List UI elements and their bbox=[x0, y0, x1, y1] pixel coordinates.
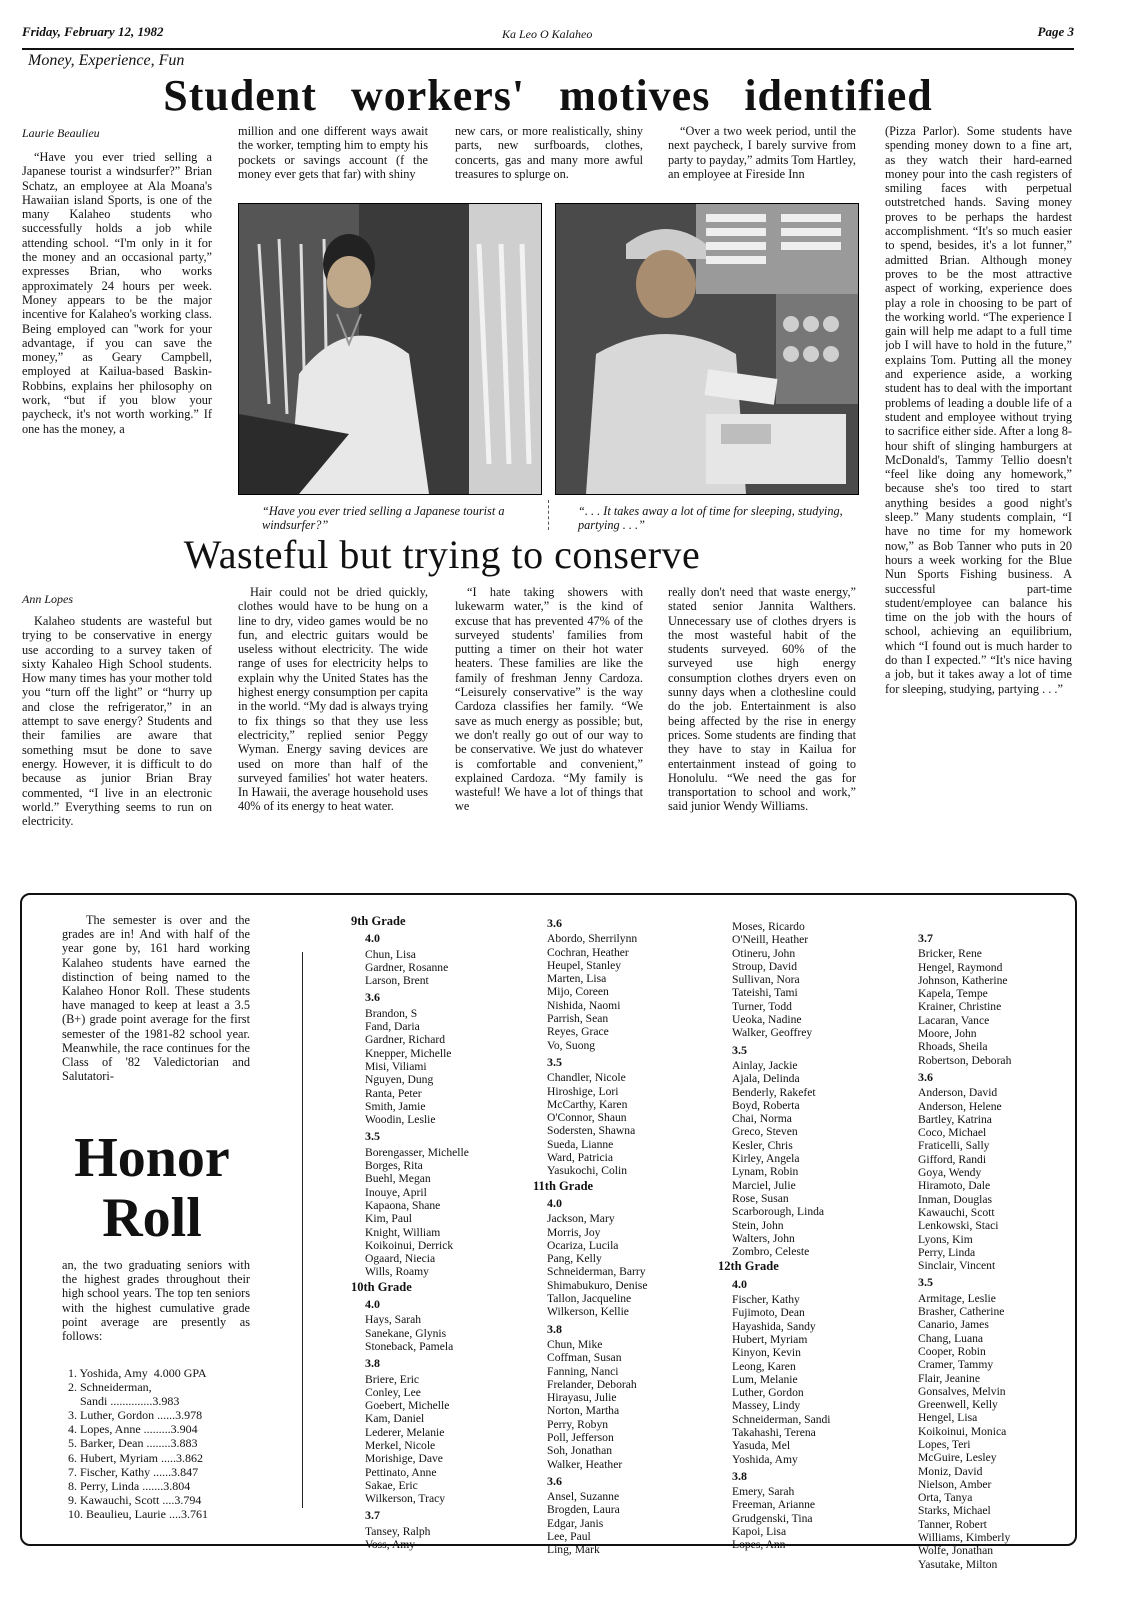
student-name: Lum, Melanie bbox=[732, 1372, 798, 1386]
student-name: Hubert, Myriam bbox=[732, 1332, 808, 1346]
student-name: Brasher, Catherine bbox=[918, 1305, 1005, 1319]
top-ten-entry: 2. Schneiderman, bbox=[68, 1380, 152, 1395]
gpa-heading: 3.5 bbox=[547, 1054, 562, 1069]
student-name: Conley, Lee bbox=[365, 1385, 421, 1399]
student-name: Krainer, Christine bbox=[918, 1000, 1002, 1014]
student-name: Ogaard, Niecia bbox=[365, 1252, 436, 1266]
story2-column-1: Kalaheo students are wasteful but trying to be conservative in energy use according to a survey taken of sixty Kahaleo High School students. How many times has your mother told you “turn off the light” or “hurry up and close the refrigerator,” in an attempt to save energy? Students and their families are aware that something msut be done to save energy. However, it is difficult to do because as junior Brian Bray commented, “I live in an electronic world.” Everything seems to run on electricity. bbox=[22, 614, 212, 829]
student-name: O'Neill, Heather bbox=[732, 933, 809, 947]
student-name: Sueda, Lianne bbox=[547, 1137, 614, 1151]
student-name: Rose, Susan bbox=[732, 1191, 789, 1205]
honor-list-column-4 bbox=[918, 928, 1068, 1571]
grade-heading: 9th Grade bbox=[351, 914, 406, 928]
student-name: Ling, Mark bbox=[547, 1543, 600, 1557]
student-name: Moore, John bbox=[918, 1027, 977, 1041]
student-name: Soh, Jonathan bbox=[547, 1444, 613, 1458]
honor-roll-intro-2: an, the two graduating seniors with the highest grades throughout their high school years. The top ten seniors with the highest cumulative grade point average are presently as follows: bbox=[62, 1258, 250, 1344]
student-name: Kesler, Chris bbox=[732, 1138, 793, 1152]
student-name: Takahashi, Terena bbox=[732, 1425, 816, 1439]
student-name: Sodersten, Shawna bbox=[547, 1124, 636, 1138]
student-name: Chai, Norma bbox=[732, 1112, 792, 1126]
student-name: Cooper, Robin bbox=[918, 1344, 986, 1358]
student-name: Orta, Tanya bbox=[918, 1491, 973, 1505]
student-name: Yoshida, Amy bbox=[732, 1452, 798, 1466]
student-name: Heupel, Stanley bbox=[547, 958, 622, 972]
student-name: Chun, Mike bbox=[547, 1337, 603, 1351]
student-name: Tansey, Ralph bbox=[365, 1524, 431, 1538]
student-name: Hengel, Raymond bbox=[918, 960, 1003, 974]
student-name: Lenkowski, Staci bbox=[918, 1219, 999, 1233]
student-name: Benderly, Rakefet bbox=[732, 1085, 816, 1099]
top-ten-entry: 6. Hubert, Myriam .....3.862 bbox=[68, 1450, 203, 1465]
story1-column-4: “Over a two week period, until the next paycheck, I barely survive from party to payday,” admits Tom Hartley, an employee at Fireside Inn bbox=[668, 124, 856, 181]
student-name: Coco, Michael bbox=[918, 1126, 987, 1140]
student-name: Sinclair, Vincent bbox=[918, 1259, 996, 1273]
student-name: Lacaran, Vance bbox=[918, 1013, 990, 1027]
student-name: Hayashida, Sandy bbox=[732, 1319, 816, 1333]
student-name: Otineru, John bbox=[732, 946, 796, 960]
story2-column-2: Hair could not be dried quickly, clothes would have to be hung on a line to dry, video games would be no fun, and electric guitars would be useless without electricity. The wide range of uses for electricity helps to explain why the United States has the highest energy consumption per capita in the world. “My dad is always trying to fix things so that they use less electricity,” replied senior Peggy Wyman. Energy saving devices are used on more than half of the surveyed families' hot water heaters. In Hawaii, the average household uses 40% of its energy to heat water. bbox=[238, 585, 428, 814]
student-name: Moniz, David bbox=[918, 1464, 983, 1478]
student-name: Fischer, Kathy bbox=[732, 1293, 800, 1307]
gpa-heading: 3.8 bbox=[547, 1321, 562, 1336]
top-ten-entry: 7. Fischer, Kathy ......3.847 bbox=[68, 1464, 199, 1479]
student-name: Inouye, April bbox=[365, 1185, 427, 1199]
student-name: Gardner, Richard bbox=[365, 1033, 446, 1047]
student-name: Wilkerson, Tracy bbox=[365, 1492, 446, 1506]
student-name: Hengel, Lisa bbox=[918, 1411, 978, 1425]
student-name: Briere, Eric bbox=[365, 1372, 420, 1386]
student-name: Ocariza, Lucila bbox=[547, 1238, 619, 1252]
student-name: Pang, Kelly bbox=[547, 1252, 602, 1266]
student-name: Fraticelli, Sally bbox=[918, 1139, 990, 1153]
student-name: Ranta, Peter bbox=[365, 1086, 422, 1100]
student-name: Kam, Daniel bbox=[365, 1412, 425, 1426]
student-name: Frelander, Deborah bbox=[547, 1377, 637, 1391]
student-name: Gifford, Randi bbox=[918, 1152, 987, 1166]
top-ten-seniors-list bbox=[68, 1366, 268, 1521]
student-name: Anderson, Helene bbox=[918, 1099, 1002, 1113]
student-name: O'Connor, Shaun bbox=[547, 1111, 627, 1125]
story2-byline: Ann Lopes bbox=[22, 592, 73, 606]
top-ten-entry: 4. Lopes, Anne .........3.904 bbox=[68, 1422, 198, 1437]
paper-name: Ka Leo O Kalaheo bbox=[502, 27, 593, 41]
story1-headline: Student workers' motives identified bbox=[163, 71, 933, 120]
student-name: Yasutake, Milton bbox=[918, 1557, 998, 1571]
student-name: Norton, Martha bbox=[547, 1404, 620, 1418]
student-name: Schneiderman, Sandi bbox=[732, 1412, 831, 1426]
student-name: Ansel, Suzanne bbox=[547, 1490, 620, 1504]
story1-column-2: million and one different ways await the worker, tempting him to empty his pockets or savings account (f the money ever gets that far) with shiny bbox=[238, 124, 428, 181]
student-name: Massey, Lindy bbox=[732, 1399, 801, 1413]
student-name: Abordo, Sherrilynn bbox=[547, 932, 638, 946]
student-name: Edgar, Janis bbox=[547, 1516, 604, 1530]
gpa-heading: 4.0 bbox=[547, 1195, 562, 1210]
student-name: Morishige, Dave bbox=[365, 1452, 443, 1466]
student-name: Hiramoto, Dale bbox=[918, 1179, 991, 1193]
student-name: Anderson, David bbox=[918, 1086, 998, 1100]
student-name: Walker, Geoffrey bbox=[732, 1026, 813, 1040]
student-name: Reyes, Grace bbox=[547, 1025, 609, 1039]
student-name: Perry, Linda bbox=[918, 1245, 976, 1259]
student-name: Shimabukuro, Denise bbox=[547, 1278, 648, 1292]
student-name: Chun, Lisa bbox=[365, 947, 416, 961]
student-name: Sakae, Eric bbox=[365, 1478, 418, 1492]
student-name: Nguyen, Dung bbox=[365, 1073, 434, 1087]
student-name: Scarborough, Linda bbox=[732, 1205, 825, 1219]
gpa-heading: 3.8 bbox=[732, 1468, 747, 1483]
student-name: Kapoi, Lisa bbox=[732, 1525, 787, 1539]
student-name: Sullivan, Nora bbox=[732, 973, 800, 987]
student-name: Fujimoto, Dean bbox=[732, 1306, 805, 1320]
student-name: Ainlay, Jackie bbox=[732, 1058, 798, 1072]
student-name: Flair, Jeanine bbox=[918, 1371, 980, 1385]
grade-heading: 12th Grade bbox=[718, 1259, 779, 1274]
student-name: Hiroshige, Lori bbox=[547, 1084, 619, 1098]
student-name: Lee, Paul bbox=[547, 1530, 591, 1544]
student-name: Lopes, Teri bbox=[918, 1437, 971, 1451]
student-name: Brandon, S bbox=[365, 1006, 418, 1020]
student-name: Walters, John bbox=[732, 1231, 795, 1245]
student-name: Emery, Sarah bbox=[732, 1485, 795, 1499]
column-divider bbox=[302, 952, 303, 1508]
honor-roll-title bbox=[42, 1128, 262, 1248]
student-name: Buehl, Megan bbox=[365, 1172, 431, 1186]
student-name: Walker, Heather bbox=[547, 1457, 623, 1471]
story2-column-3: “I hate taking showers with lukewarm water,” is the kind of excuse that has prevented 47% of the surveyed students' families from putting a timer on their hot water heaters. These families are like the family of freshman Jenny Cardoza. “Leisurely conservative” is the way Cardoza classifies her family. “We save as much energy as possible; but, we don't really go out of our way to be conservative. We just do whatever is comfortable and convenient,” explained Cardoza. “My family is wasteful! We have a lot of things that we bbox=[455, 585, 643, 814]
top-ten-entry: 1. Yoshida, Amy 4.000 GPA bbox=[68, 1366, 207, 1380]
student-name: Goya, Wendy bbox=[918, 1166, 982, 1180]
gpa-heading: 3.6 bbox=[547, 916, 562, 930]
student-name: Greco, Steven bbox=[732, 1125, 798, 1139]
student-name: Koikoinui, Monica bbox=[918, 1424, 1007, 1438]
student-name: Starks, Michael bbox=[918, 1504, 991, 1518]
story1-column-3: new cars, or more realistically, shiny parts, new surfboards, clothes, concerts, gas and many more awful treasures to splurge on. bbox=[455, 124, 643, 181]
student-name: Knepper, Michelle bbox=[365, 1046, 452, 1060]
student-name: Zombro, Celeste bbox=[732, 1245, 810, 1259]
student-name: Tallon, Jacqueline bbox=[547, 1292, 632, 1306]
top-ten-entry: 3. Luther, Gordon ......3.978 bbox=[68, 1408, 203, 1423]
student-name: Ueoka, Nadine bbox=[732, 1013, 802, 1027]
honor-list-column-3 bbox=[718, 920, 902, 1552]
student-name: Yasukochi, Colin bbox=[547, 1164, 627, 1178]
student-name: Jackson, Mary bbox=[547, 1212, 615, 1226]
student-name: Ward, Patricia bbox=[547, 1151, 614, 1165]
story2-column-4: really don't need that waste energy,” stated senior Jannita Walthers. Unnecessary use of clothes dryers is the most wasteful habit of the students surveyed. 60% of the surveyed use high energy consumption clothes dryers even on sunny days when a clothesline could do the job. Entertainment is also being affected by the rise in energy prices. Some students are finding that they have to stay in Kailua for entertainment instead of going to Honolulu. “We need the gas for transportation to school and work,” said junior Wendy Williams. bbox=[668, 585, 856, 814]
student-name: Ajala, Delinda bbox=[732, 1072, 800, 1086]
student-name: Kapela, Tempe bbox=[918, 987, 988, 1001]
student-name: Lederer, Melanie bbox=[365, 1425, 445, 1439]
gpa-heading: 3.5 bbox=[365, 1129, 380, 1144]
student-name: Stein, John bbox=[732, 1218, 784, 1232]
story1-kicker: Money, Experience, Fun bbox=[28, 52, 185, 69]
honor-list-column-1 bbox=[351, 913, 535, 1552]
student-name: Johnson, Katherine bbox=[918, 973, 1008, 987]
student-name: Greenwell, Kelly bbox=[918, 1398, 998, 1412]
issue-date: Friday, February 12, 1982 bbox=[22, 24, 164, 39]
student-name: Brogden, Laura bbox=[547, 1503, 620, 1517]
student-name: Armitage, Leslie bbox=[918, 1291, 996, 1305]
gpa-heading: 3.6 bbox=[547, 1473, 562, 1488]
student-name: Nishida, Naomi bbox=[547, 998, 621, 1012]
student-name: Lynam, Robin bbox=[732, 1165, 799, 1179]
student-name: Fand, Daria bbox=[365, 1020, 420, 1034]
student-name: Stroup, David bbox=[732, 959, 798, 973]
student-name: Parrish, Sean bbox=[547, 1012, 609, 1026]
student-name: Poll, Jefferson bbox=[547, 1430, 614, 1444]
student-name: Lyons, Kim bbox=[918, 1232, 973, 1246]
student-name: Bartley, Katrina bbox=[918, 1112, 992, 1126]
gpa-heading: 3.7 bbox=[365, 1508, 380, 1523]
student-name: Merkel, Nicole bbox=[365, 1438, 436, 1452]
student-name: Coffman, Susan bbox=[547, 1351, 622, 1365]
student-name: Boyd, Roberta bbox=[732, 1098, 800, 1112]
photo-caption-1: “Have you ever tried selling a Japanese tourist a windsurfer?” bbox=[262, 504, 505, 532]
student-name: Tanner, Robert bbox=[918, 1517, 987, 1531]
student-name: Mijo, Coreen bbox=[547, 985, 609, 999]
honor-list-column-2 bbox=[533, 913, 717, 1557]
student-name: Borengasser, Michelle bbox=[365, 1145, 469, 1159]
student-name: Leong, Karen bbox=[732, 1359, 796, 1373]
masthead bbox=[22, 22, 1074, 50]
student-name: Borges, Rita bbox=[365, 1159, 423, 1173]
student-name: Cramer, Tammy bbox=[918, 1358, 994, 1372]
student-name: Pettinato, Anne bbox=[365, 1465, 437, 1479]
student-name: Voss, Amy bbox=[365, 1538, 416, 1552]
student-name: Kawauchi, Scott bbox=[918, 1205, 995, 1219]
student-name: Marten, Lisa bbox=[547, 972, 607, 986]
student-name: Tateishi, Tami bbox=[732, 986, 798, 1000]
student-name: Woodin, Leslie bbox=[365, 1113, 436, 1127]
student-name: McCarthy, Karen bbox=[547, 1097, 628, 1111]
student-name: Kim, Paul bbox=[365, 1212, 413, 1226]
gpa-heading: 4.0 bbox=[365, 1297, 380, 1312]
student-name: Goebert, Michelle bbox=[365, 1399, 450, 1413]
student-name: Knight, William bbox=[365, 1225, 441, 1239]
student-name: Fanning, Nanci bbox=[547, 1364, 619, 1378]
student-name: Inman, Douglas bbox=[918, 1192, 993, 1206]
story1-byline: Laurie Beaulieu bbox=[22, 126, 100, 140]
student-name: Williams, Kimberly bbox=[918, 1531, 1011, 1545]
student-name: Chang, Luana bbox=[918, 1331, 984, 1345]
gpa-heading: 3.5 bbox=[918, 1275, 933, 1290]
gpa-heading: 4.0 bbox=[732, 1276, 747, 1291]
photo-restaurant-cashier bbox=[555, 203, 859, 495]
student-name: McGuire, Lesley bbox=[918, 1451, 997, 1465]
grade-heading: 11th Grade bbox=[533, 1178, 594, 1193]
student-name: Kirley, Angela bbox=[732, 1152, 800, 1166]
caption-divider bbox=[548, 500, 550, 530]
student-name: Gardner, Rosanne bbox=[365, 960, 449, 974]
student-name: Perry, Robyn bbox=[547, 1417, 609, 1431]
student-name: Koikoinui, Derrick bbox=[365, 1238, 454, 1252]
top-ten-entry: 10. Beaulieu, Laurie ....3.761 bbox=[68, 1506, 208, 1521]
student-name: Stoneback, Pamela bbox=[365, 1339, 454, 1353]
student-name: Cochran, Heather bbox=[547, 945, 629, 959]
student-name: Vo, Suong bbox=[547, 1038, 596, 1052]
student-name: Yasuda, Mel bbox=[732, 1439, 791, 1453]
story2-headline: Wasteful but trying to conserve bbox=[183, 532, 701, 577]
student-name: Canario, James bbox=[918, 1318, 989, 1332]
student-name: Wolfe, Jonathan bbox=[918, 1544, 994, 1558]
gpa-heading: 3.5 bbox=[732, 1042, 747, 1057]
gpa-heading: 3.8 bbox=[365, 1356, 380, 1371]
student-name: Schneiderman, Barry bbox=[547, 1265, 646, 1279]
student-name: Kinyon, Kevin bbox=[732, 1346, 801, 1360]
student-name: Hays, Sarah bbox=[365, 1313, 422, 1327]
student-name: Hirayasu, Julie bbox=[547, 1391, 617, 1405]
student-name: Lopes, Ann bbox=[732, 1538, 786, 1552]
student-name: Robertson, Deborah bbox=[918, 1053, 1012, 1067]
student-name: Freeman, Arianne bbox=[732, 1498, 816, 1512]
gpa-heading: 3.7 bbox=[918, 931, 933, 945]
top-ten-entry: 9. Kawauchi, Scott ....3.794 bbox=[68, 1492, 202, 1507]
student-name: Morris, Joy bbox=[547, 1225, 601, 1239]
student-name: Luther, Gordon bbox=[732, 1386, 804, 1400]
photo-clothing-store bbox=[238, 203, 542, 495]
student-name: Gonsalves, Melvin bbox=[918, 1384, 1006, 1398]
honor-roll-title-line-1: Honor bbox=[74, 1127, 230, 1189]
student-name: Moses, Ricardo bbox=[732, 920, 805, 933]
student-name: Turner, Todd bbox=[732, 999, 792, 1013]
student-name: Marciel, Julie bbox=[732, 1178, 796, 1192]
top-ten-entry: 5. Barker, Dean ........3.883 bbox=[68, 1436, 198, 1451]
student-name: Larson, Brent bbox=[365, 974, 429, 988]
student-name: Grudgenski, Tina bbox=[732, 1511, 813, 1525]
top-ten-entry: Sandi ..............3.983 bbox=[68, 1394, 180, 1409]
page-number: Page 3 bbox=[1037, 24, 1074, 39]
photo-caption-2: “. . . It takes away a lot of time for sleeping, studying, partying . . .” bbox=[578, 504, 843, 532]
student-name: Nielson, Amber bbox=[918, 1477, 992, 1491]
honor-roll-intro-1: The semester is over and the grades are in! And with half of the year gone by, 161 hard working Kalaheo students have earned the distinction of being named to the Kalaheo Honor Roll. These students have managed to keep at least a 3.5 (B+) grade point average for the first semester of the 1981-82 school year. Meanwhile, the race continues for the Class of '82 Valedictorian and Salutatori- bbox=[62, 913, 250, 1084]
story1-column-5: (Pizza Parlor). Some students have spending money down to a fine art, as they watch their hard-earned money pour into the cash registers of smiling faces with perpetual outstretched hands. Saving money proves to be perhaps the hardest accomplishment. “It's so much easier to spend, besides, it's a lot funner,” admitted Brian. Although money proves to be the most attractive aspect of working, experience does play a role in choosing to be part of the working world. “The experience I gain will help me adapt to a full time job I will have to hold in the future,” explains Tom. Putting all the money and experience aside, a working student has to deal with the important problems of leading a double life of a student and employee without trying to sacrifice either side. After a long 8-hour shift of slinging hamburgers at McDonald's, Tammy Tellio doesn't “feel like doing any homework,” because she's too tired to start anything besides a good night's sleep.” Many students complain, “I have no time for my homework now,” as Bob Tanner who puts in 20 hours a week working for the Blue Nun Sports Fishing business. A successful part-time student/employee can balance his time on the job with the hours of school, achieving an equilibrium, which “I found out is much harder to do than I expected.” “It's nice having a job, but it takes away a lot of time for sleeping, studying, partying . . .” bbox=[885, 124, 1072, 696]
gpa-heading: 4.0 bbox=[365, 931, 380, 946]
student-name: Chandler, Nicole bbox=[547, 1071, 626, 1085]
grade-heading: 10th Grade bbox=[351, 1279, 412, 1294]
student-name: Kapaona, Shane bbox=[365, 1198, 441, 1212]
honor-roll-title-line-2: Roll bbox=[102, 1187, 202, 1249]
student-name: Rhoads, Sheila bbox=[918, 1040, 988, 1054]
student-name: Wills, Roamy bbox=[365, 1265, 429, 1279]
student-name: Bricker, Rene bbox=[918, 947, 982, 961]
student-name: Misi, Viliami bbox=[365, 1059, 427, 1073]
student-name: Sanekane, Glynis bbox=[365, 1326, 447, 1340]
gpa-heading: 3.6 bbox=[918, 1069, 933, 1084]
student-name: Wilkerson, Kellie bbox=[547, 1305, 629, 1319]
top-ten-entry: 8. Perry, Linda .......3.804 bbox=[68, 1478, 191, 1493]
student-name: Smith, Jamie bbox=[365, 1099, 426, 1113]
gpa-heading: 3.6 bbox=[365, 990, 380, 1005]
story1-column-1: “Have you ever tried selling a Japanese tourist a windsurfer?” Brian Schatz, an employee at Ala Moana's Hawaiian island Sports, is one of the many Kalaheo students who successfully holds a job while attending school. “I'm only in it for the money and an occasional party,” expresses Brian, who works approximately 24 hours per week. Money appears to be the major incentive for Kalaheo's working class. Being employed can ''work for your advantage, if you can save the money,” as Geary Campbell, employed at Kailua-based Baskin-Robbins, explains her philosophy on work, “but if you blow your paycheck, it's not worth working.” If one has the money, a bbox=[22, 150, 212, 436]
